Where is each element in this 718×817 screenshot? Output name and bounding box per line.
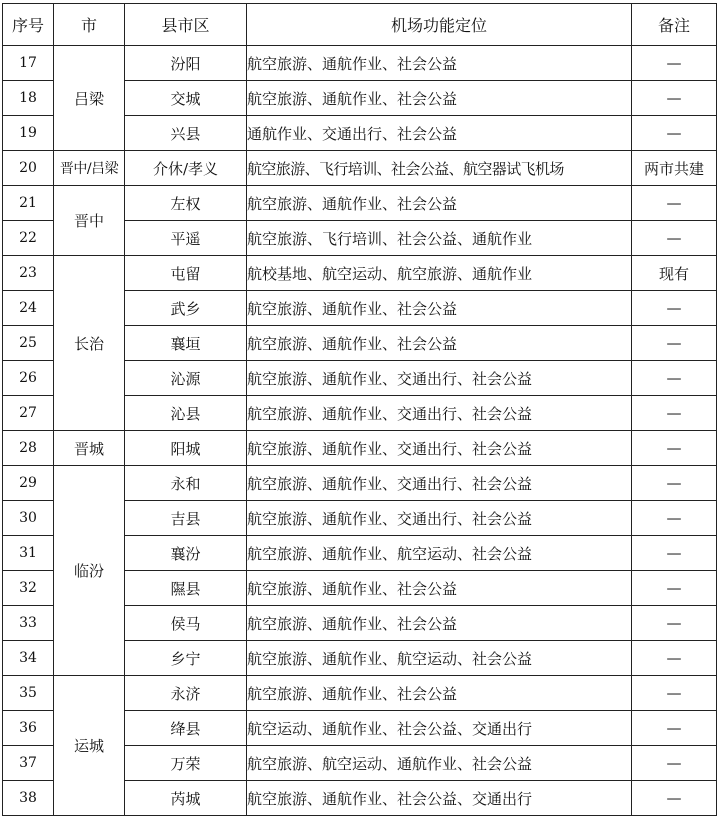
row-note: — (632, 221, 717, 256)
row-county: 绛县 (125, 711, 247, 746)
row-note: — (632, 431, 717, 466)
row-num: 25 (3, 326, 54, 361)
row-function: 航空旅游、通航作业、社会公益 (247, 186, 632, 221)
row-county: 沁县 (125, 396, 247, 431)
header-num: 序号 (3, 4, 54, 46)
row-note: — (632, 781, 717, 816)
row-county: 阳城 (125, 431, 247, 466)
row-county: 襄垣 (125, 326, 247, 361)
row-county: 万荣 (125, 746, 247, 781)
row-num: 32 (3, 571, 54, 606)
row-function: 航空旅游、通航作业、社会公益、交通出行 (247, 781, 632, 816)
row-num: 35 (3, 676, 54, 711)
row-num: 30 (3, 501, 54, 536)
row-note: — (632, 81, 717, 116)
row-county: 交城 (125, 81, 247, 116)
row-county: 平遥 (125, 221, 247, 256)
row-city: 长治 (54, 256, 125, 431)
row-function: 航空旅游、飞行培训、社会公益、航空器试飞机场 (247, 151, 632, 186)
row-county: 汾阳 (125, 46, 247, 81)
row-city: 晋中 (54, 186, 125, 256)
row-note: — (632, 466, 717, 501)
row-num: 22 (3, 221, 54, 256)
row-note: — (632, 186, 717, 221)
row-note: — (632, 116, 717, 151)
row-note: — (632, 291, 717, 326)
row-city: 运城 (54, 676, 125, 816)
row-num: 36 (3, 711, 54, 746)
row-function: 航空旅游、通航作业、社会公益 (247, 46, 632, 81)
row-note: — (632, 711, 717, 746)
airport-table (2, 3, 717, 816)
table-row (3, 256, 717, 291)
row-num: 31 (3, 536, 54, 571)
row-note: 两市共建 (632, 151, 717, 186)
row-city: 晋中/吕梁 (54, 151, 125, 186)
table-row (3, 186, 717, 221)
row-function: 航空旅游、通航作业、航空运动、社会公益 (247, 641, 632, 676)
row-num: 17 (3, 46, 54, 81)
row-function: 航校基地、航空运动、航空旅游、通航作业 (247, 256, 632, 291)
header-city: 市 (54, 4, 125, 46)
row-county: 侯马 (125, 606, 247, 641)
table-row (3, 46, 717, 81)
row-note: — (632, 676, 717, 711)
row-city: 晋城 (54, 431, 125, 466)
row-county: 屯留 (125, 256, 247, 291)
row-county: 兴县 (125, 116, 247, 151)
row-function: 航空旅游、通航作业、社会公益 (247, 676, 632, 711)
row-note: — (632, 396, 717, 431)
row-num: 37 (3, 746, 54, 781)
row-num: 24 (3, 291, 54, 326)
row-county: 永济 (125, 676, 247, 711)
table-row (3, 676, 717, 711)
row-num: 19 (3, 116, 54, 151)
row-county: 沁源 (125, 361, 247, 396)
row-num: 20 (3, 151, 54, 186)
row-county: 武乡 (125, 291, 247, 326)
row-num: 23 (3, 256, 54, 291)
row-note: — (632, 536, 717, 571)
row-city: 临汾 (54, 466, 125, 676)
row-num: 38 (3, 781, 54, 816)
row-function: 通航作业、交通出行、社会公益 (247, 116, 632, 151)
header-row (3, 4, 717, 46)
row-county: 芮城 (125, 781, 247, 816)
row-city: 吕梁 (54, 46, 125, 151)
row-function: 航空旅游、通航作业、交通出行、社会公益 (247, 361, 632, 396)
row-note: — (632, 501, 717, 536)
row-function: 航空旅游、通航作业、交通出行、社会公益 (247, 396, 632, 431)
row-note: — (632, 361, 717, 396)
row-note: — (632, 326, 717, 361)
row-function: 航空旅游、通航作业、社会公益 (247, 81, 632, 116)
row-county: 永和 (125, 466, 247, 501)
row-function: 航空旅游、通航作业、社会公益 (247, 571, 632, 606)
row-county: 介休/孝义 (125, 151, 247, 186)
table-row (3, 431, 717, 466)
row-function: 航空旅游、通航作业、航空运动、社会公益 (247, 536, 632, 571)
row-num: 21 (3, 186, 54, 221)
row-num: 27 (3, 396, 54, 431)
row-county: 吉县 (125, 501, 247, 536)
row-num: 29 (3, 466, 54, 501)
row-note: — (632, 571, 717, 606)
row-county: 左权 (125, 186, 247, 221)
row-num: 26 (3, 361, 54, 396)
row-num: 28 (3, 431, 54, 466)
row-note: — (632, 606, 717, 641)
row-function: 航空旅游、通航作业、社会公益 (247, 326, 632, 361)
row-note: — (632, 641, 717, 676)
header-county: 县市区 (125, 4, 247, 46)
row-function: 航空旅游、通航作业、社会公益 (247, 291, 632, 326)
row-function: 航空运动、通航作业、社会公益、交通出行 (247, 711, 632, 746)
row-county: 乡宁 (125, 641, 247, 676)
row-county: 隰县 (125, 571, 247, 606)
row-note: — (632, 746, 717, 781)
table-row (3, 151, 717, 186)
header-function: 机场功能定位 (247, 4, 632, 46)
row-function: 航空旅游、飞行培训、社会公益、通航作业 (247, 221, 632, 256)
row-function: 航空旅游、通航作业、交通出行、社会公益 (247, 466, 632, 501)
row-note: — (632, 46, 717, 81)
row-function: 航空旅游、通航作业、交通出行、社会公益 (247, 431, 632, 466)
row-num: 34 (3, 641, 54, 676)
row-function: 航空旅游、航空运动、通航作业、社会公益 (247, 746, 632, 781)
table-row (3, 466, 717, 501)
row-num: 33 (3, 606, 54, 641)
row-note: 现有 (632, 256, 717, 291)
header-note: 备注 (632, 4, 717, 46)
row-county: 襄汾 (125, 536, 247, 571)
row-function: 航空旅游、通航作业、交通出行、社会公益 (247, 501, 632, 536)
row-function: 航空旅游、通航作业、社会公益 (247, 606, 632, 641)
row-num: 18 (3, 81, 54, 116)
